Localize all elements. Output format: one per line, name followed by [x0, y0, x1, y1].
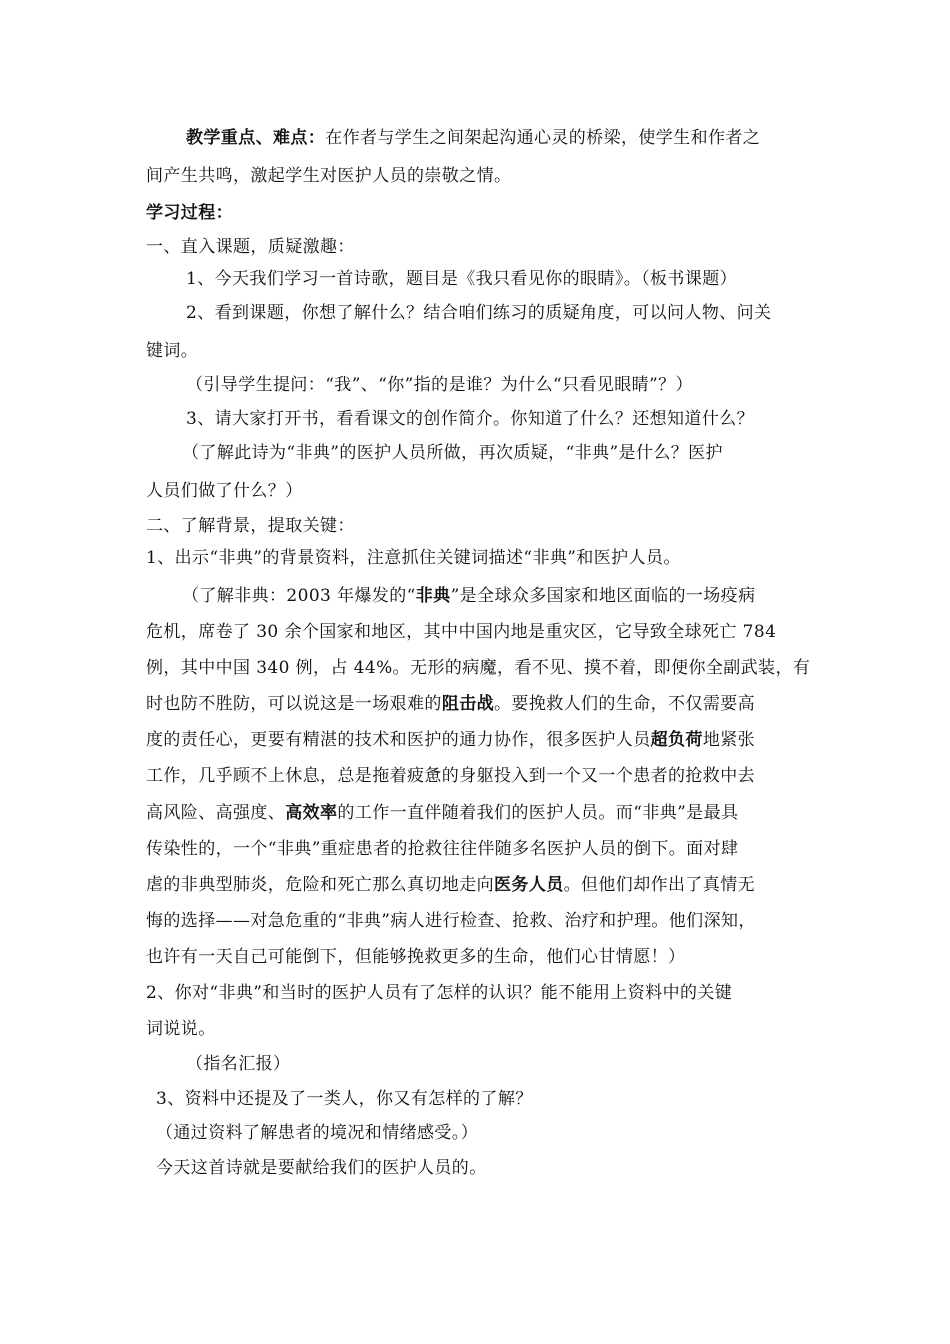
background-line-1 — [182, 585, 755, 607]
background-text: 虐的非典型肺炎，危险和死亡那么真切地走向 — [146, 875, 494, 895]
section-2-item-3: 3、资料中还提及了一类人，你又有怎样的了解？ — [156, 1089, 533, 1109]
background-line-5 — [146, 729, 755, 751]
background-line-8: 传染性的，一个“非典”重症患者的抢救往往伴随多名医护人员的倒下。面对肆 — [146, 839, 739, 859]
background-line-11: 也许有一天自己可能倒下，但能够挽救更多的生命，他们心甘情愿！） — [146, 947, 686, 967]
keyword-zujizhan: 阻击战 — [441, 694, 495, 714]
section-1-item-3: 3、请大家打开书，看看课文的创作简介。你知道了什么？还想知道什么？ — [186, 409, 755, 429]
focus-text-1: 在作者与学生之间架起沟通心灵的桥梁，使学生和作者之 — [325, 128, 761, 148]
background-text: 地紧张 — [702, 730, 756, 750]
section-1-note-2a: （了解此诗为“非典”的医护人员所做，再次质疑，“非典”是什么？医护 — [182, 443, 723, 463]
section-1-note-1: （引导学生提问：“我”、“你”指的是谁？为什么“只看见眼睛”？） — [186, 375, 693, 395]
focus-label: 教学重点、难点： — [186, 128, 326, 148]
background-line-6: 工作，几乎顾不上休息，总是拖着疲惫的身躯投入到一个又一个患者的抢救中去 — [146, 766, 755, 786]
section-1-title: 一、直入课题，质疑激趣： — [146, 237, 355, 257]
section-2-title: 二、了解背景，提取关键： — [146, 516, 355, 536]
section-2-item-1: 1、出示“非典”的背景资料，注意抓住关键词描述“非典”和医护人员。 — [146, 548, 681, 568]
section-2-item-2b: 词说说。 — [146, 1019, 216, 1039]
background-text: 度的责任心，更要有精湛的技术和医护的通力协作，很多医护人员 — [146, 730, 651, 750]
background-line-7 — [146, 802, 738, 824]
focus-line-2: 间产生共鸣，激起学生对医护人员的崇敬之情。 — [146, 166, 512, 186]
section-1-item-2a: 2、看到课题，你想了解什么？结合咱们练习的质疑角度，可以问人物、问关 — [186, 303, 772, 323]
keyword-yiwurenyuan: 医务人员 — [494, 875, 564, 895]
process-title: 学习过程： — [146, 203, 233, 223]
background-line-9 — [146, 874, 755, 896]
background-text: 高风险、高强度、 — [146, 803, 286, 823]
keyword-gaoxiaolv: 高效率 — [285, 803, 338, 823]
background-text: （了解非典：2003 年爆发的“ — [182, 586, 416, 606]
keyword-chaofuhe: 超负荷 — [650, 730, 703, 750]
section-2-note-2: （通过资料了解患者的境况和情绪感受。） — [156, 1123, 479, 1143]
section-2-note-1: （指名汇报） — [186, 1054, 291, 1074]
background-text: ”是全球众多国家和地区面临的一场疫病 — [450, 586, 756, 606]
focus-line-1 — [186, 127, 760, 149]
background-text: 时也防不胜防，可以说这是一场艰难的 — [146, 694, 442, 714]
background-text: 。要挽救人们的生命，不仅需要高 — [494, 694, 756, 714]
closing-line: 今天这首诗就是要献给我们的医护人员的。 — [156, 1158, 487, 1178]
section-1-note-2b: 人员们做了什么？） — [146, 481, 303, 501]
section-2-item-2a: 2、你对“非典”和当时的医护人员有了怎样的认识？能不能用上资料中的关键 — [146, 983, 733, 1003]
background-line-3: 例，其中中国 340 例，占 44%。无形的病魔，看不见、摸不着，即便你全副武装，有 — [146, 658, 811, 678]
section-1-item-1: 1、今天我们学习一首诗歌，题目是《我只看见你的眼睛》。（板书课题） — [186, 269, 738, 289]
background-text: 的工作一直伴随着我们的医护人员。而“非典”是最具 — [337, 803, 739, 823]
background-line-4 — [146, 693, 755, 715]
background-text: 。但他们却作出了真情无 — [563, 875, 756, 895]
section-1-item-2b: 键词。 — [146, 341, 199, 361]
background-line-10: 悔的选择——对急危重的“非典”病人进行检查、抢救、治疗和护理。他们深知， — [146, 911, 756, 931]
background-line-2: 危机，席卷了 30 余个国家和地区，其中中国内地是重灾区，它导致全球死亡 784 — [146, 622, 777, 642]
keyword-feidian: 非典 — [415, 586, 451, 606]
